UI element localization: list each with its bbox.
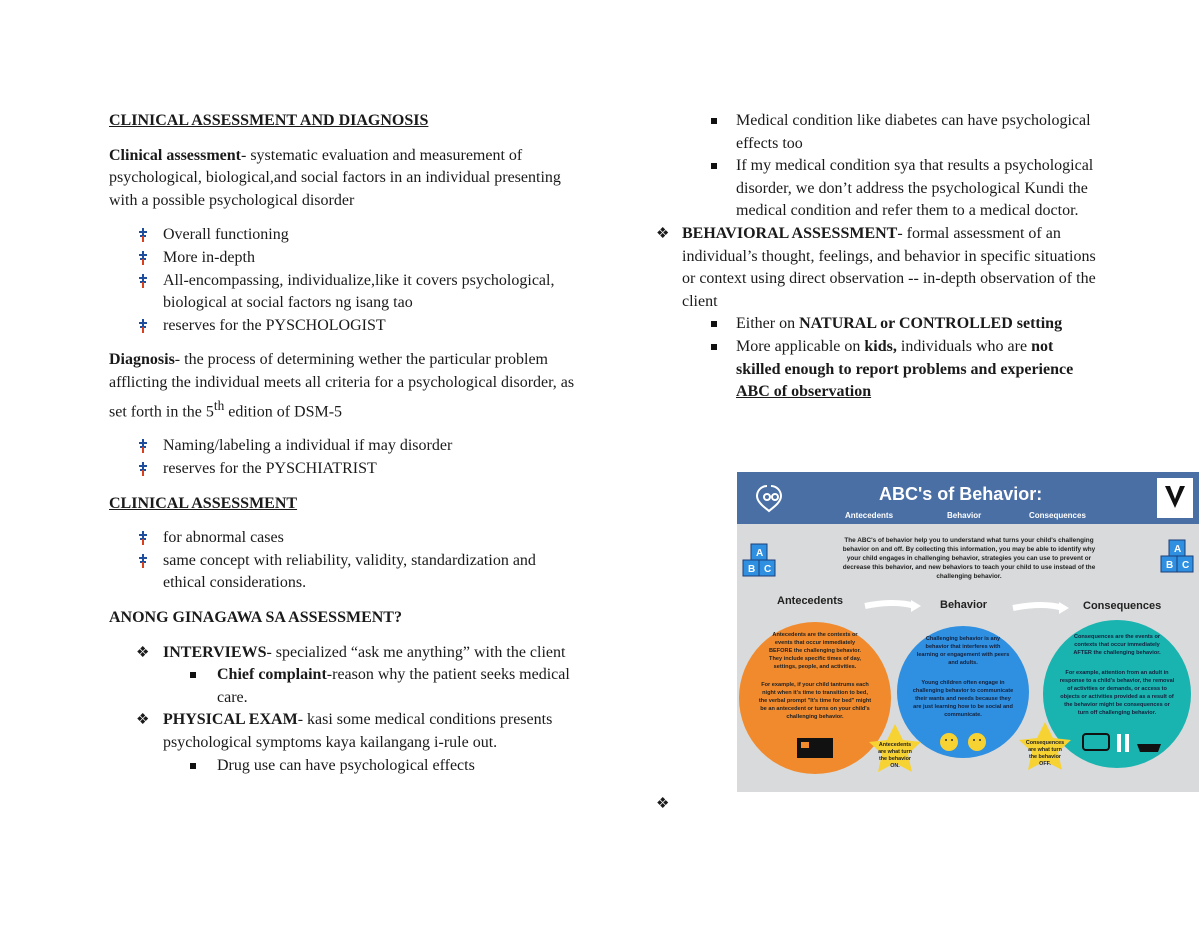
pushpin-bullet-icon [136, 554, 150, 568]
list-item: ❖ INTERVIEWS- specialized “ask me anything” with the client [109, 642, 579, 665]
svg-text:be an antecedent or turns on y: be an antecedent or turns on your child's [760, 706, 870, 712]
square-bullet-icon [711, 321, 717, 327]
pushpin-bullet-icon [136, 439, 150, 453]
svg-text:their wants and needs because: their wants and needs because they [915, 696, 1011, 702]
svg-text:C: C [764, 564, 772, 575]
square-bullet-icon [190, 763, 196, 769]
angry-face-icon [968, 733, 986, 751]
svg-text:are what turn: are what turn [1028, 747, 1062, 753]
header-behavior: Behavior [940, 599, 988, 611]
list-item: Chief complaint-reason why the patient seeks medical care. [109, 664, 579, 709]
svg-text:Consequences are the events or: Consequences are the events or [1073, 634, 1161, 640]
svg-text:challenging behavior.: challenging behavior. [786, 714, 844, 720]
behavioral-assessment-sublist [656, 313, 1096, 403]
svg-text:objects or activities provided: objects or activities provided as a result of [1060, 694, 1174, 700]
square-bullet-icon [190, 672, 196, 678]
header-consequences: Consequences [1083, 600, 1162, 612]
svg-text:Consequences: Consequences [1025, 740, 1065, 746]
svg-text:ON.: ON. [890, 763, 900, 769]
pushpin-bullet-icon [136, 319, 150, 333]
svg-text:and adults.: and adults. [948, 660, 978, 666]
term: Clinical assessment [109, 146, 241, 164]
svg-text:C: C [1182, 560, 1190, 571]
svg-text:decrease this behavior, and ne: decrease this behavior, and new behaviors to teach your child to use instead of the [842, 564, 1096, 571]
list-item: for abnormal cases [109, 527, 579, 550]
svg-text:AFTER the challenging behavior: AFTER the challenging behavior. [1073, 650, 1161, 656]
svg-text:events that occur immediately: events that occur immediately [774, 640, 856, 646]
svg-text:contexts that occur immediatel: contexts that occur immediately [1074, 642, 1160, 648]
assessment-methods-list [109, 642, 579, 778]
list-item: reserves for the PYSCHOLOGIST [109, 315, 579, 338]
clinical-assessment-definition: Clinical assessment- systematic evaluation and measurement of psychological, biological,and social factors in an individual presenting with a possible psychological disorder [109, 146, 561, 209]
banner-sub-consequences: Consequences [1029, 511, 1086, 520]
svg-text:OFF.: OFF. [1039, 761, 1051, 767]
diagnosis-definition: Diagnosis- the process of determining wether the particular problem afflicting the individual meets all criteria for a psychological disorder, as set forth in the 5th edition of DSM-5 [109, 351, 575, 420]
pushpin-bullet-icon [136, 251, 150, 265]
abc-behavior-infographic [737, 472, 1199, 792]
svg-text:The ABC's of behavior help you: The ABC's of behavior help you to understand what turns your child's challenging [844, 537, 1094, 544]
list-item: More applicable on kids, individuals who are not skilled enough to report problems and experience [656, 336, 1096, 381]
diagnosis-list [109, 435, 579, 480]
list-item: Medical condition like diabetes can have psychological effects too [656, 110, 1096, 155]
svg-text:response to a child's behavior: response to a child's behavior, the removal [1059, 678, 1175, 684]
clinical-assessment-list-2 [109, 527, 579, 595]
abc-link[interactable]: ABC of observation [736, 383, 872, 401]
svg-text:are just learning how to be so: are just learning how to be social and [913, 704, 1013, 710]
square-bullet-icon [711, 163, 717, 169]
svg-text:For example, if your child tan: For example, if your child tantrums each [761, 682, 869, 688]
list-item: Either on NATURAL or CONTROLLED setting [656, 313, 1096, 336]
svg-text:A: A [756, 548, 764, 559]
arrow-right-icon [865, 603, 915, 606]
svg-text:the verbal prompt "It's time f: the verbal prompt "It's time for bed" might [758, 698, 872, 704]
left-column [109, 110, 579, 777]
svg-text:the behavior: the behavior [1028, 754, 1062, 760]
square-bullet-icon [711, 118, 717, 124]
svg-text:night when it's time to transi: night when it's time to transition to bed, [762, 690, 868, 696]
svg-text:settings, people, and activiti: settings, people, and activities. [773, 664, 857, 670]
svg-text:of activities or demands, or a: of activities or demands, or access to [1067, 686, 1167, 692]
svg-text:A: A [1174, 544, 1182, 555]
infographic-title: ABC's of Behavior: [879, 484, 1043, 504]
diamond-bullet-icon: ❖ [656, 796, 670, 812]
pushpin-bullet-icon [136, 462, 150, 476]
section-title: ANONG GINAGAWA SA ASSESSMENT? [109, 609, 402, 627]
right-column [656, 110, 1096, 404]
svg-text:B: B [1166, 560, 1174, 571]
bathtub-icon [1137, 744, 1161, 752]
list-item: All-encompassing, individualize,like it covers psychological, biological at social factors ng isang tao [109, 270, 579, 315]
svg-text:Antecedents are the contexts o: Antecedents are the contexts or [772, 632, 858, 638]
svg-text:challenging behavior.: challenging behavior. [936, 573, 1002, 580]
behavioral-assessment-definition: ❖ BEHAVIORAL ASSESSMENT- formal assessment of an individual’s thought, feelings, and behavior in specific situations or context using direct observation -- in-depth observation of the client [656, 224, 1096, 310]
banner-sub-antecedents: Antecedents [845, 511, 894, 520]
consequences-text [1060, 634, 1175, 716]
banner-sub-behavior: Behavior [947, 511, 982, 520]
square-bullet-icon [711, 344, 717, 350]
svg-text:Antecedents: Antecedents [878, 742, 912, 748]
diamond-bullet-icon: ❖ [136, 644, 150, 661]
list-item: reserves for the PYSCHIATRIST [109, 458, 579, 481]
section-title: CLINICAL ASSESSMENT [109, 494, 298, 512]
list-item: Overall functioning [109, 224, 579, 247]
svg-text:Challenging behavior is any: Challenging behavior is any [925, 636, 1001, 642]
svg-text:Young children often engage in: Young children often engage in [921, 680, 1005, 686]
svg-text:B: B [748, 564, 756, 575]
pushpin-bullet-icon [136, 274, 150, 288]
clinical-assessment-list [109, 224, 579, 337]
bed-icon [797, 738, 833, 758]
list-item [656, 381, 1096, 404]
arrow-right-icon [1013, 605, 1063, 608]
list-item: ❖ PHYSICAL EXAM- kasi some medical conditions presents psychological symptoms kaya kailangang i-rule out. [136, 711, 553, 751]
diamond-bullet-icon: ❖ [656, 225, 670, 242]
list-item: same concept with reliability, validity, standardization and ethical considerations. [109, 550, 579, 595]
list-item: Drug use can have psychological effects [109, 755, 579, 778]
svg-text:behavior on and off. By collec: behavior on and off. By collecting this information, you may be able to identify why [842, 546, 1096, 553]
list-item: Naming/labeling a individual if may disorder [109, 435, 579, 458]
svg-text:communicate.: communicate. [944, 712, 982, 718]
sad-face-icon [940, 733, 958, 751]
svg-text:the behavior might be conseque: the behavior might be consequences or [1064, 702, 1170, 708]
svg-text:challenging behavior to commun: challenging behavior to communicate [912, 688, 1014, 694]
svg-text:For example, attention from an: For example, attention from an adult in [1065, 670, 1169, 676]
svg-text:turn off challenging behavior.: turn off challenging behavior. [1077, 710, 1157, 716]
list-item: More in-depth [109, 247, 579, 270]
svg-text:your child engages in challeng: your child engages in challenging behavior, strategies you can use to prevent or [846, 555, 1092, 562]
vanderbilt-logo-icon [1157, 478, 1193, 518]
diamond-bullet-icon: ❖ [136, 712, 150, 729]
svg-text:BEFORE the challenging behavio: BEFORE the challenging behavior. [768, 648, 862, 654]
svg-text:are what turn: are what turn [878, 749, 912, 755]
physical-exam-sublist [656, 110, 1096, 223]
list-item: If my medical condition sya that results a psychological disorder, we don’t address the psychological Kundi the medical condition and refer them to a medical doctor. [656, 155, 1096, 223]
section-title: CLINICAL ASSESSMENT AND DIAGNOSIS [109, 112, 429, 129]
pushpin-bullet-icon [136, 228, 150, 242]
svg-text:They include specific times of: They include specific times of day, [769, 656, 861, 662]
svg-text:behavior that interferes with: behavior that interferes with [925, 644, 1001, 650]
svg-text:learning or engagement with pe: learning or engagement with peers [916, 652, 1010, 658]
svg-text:the behavior: the behavior [878, 756, 912, 762]
header-antecedents: Antecedents [777, 595, 844, 607]
pushpin-bullet-icon [136, 531, 150, 545]
